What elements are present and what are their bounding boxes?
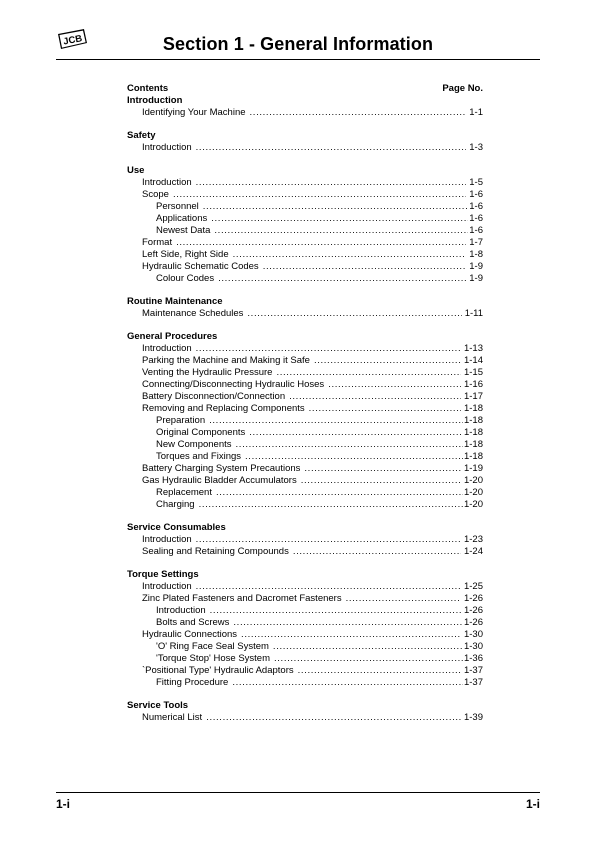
dot-leader	[249, 427, 463, 439]
entry-label: Left Side, Right Side	[142, 249, 229, 260]
section-title: Safety	[127, 130, 156, 141]
dot-leader	[263, 261, 467, 273]
entry-label: Numerical List	[142, 712, 203, 723]
dot-leader	[176, 237, 466, 249]
dot-leader	[210, 605, 463, 617]
toc-entry[interactable]	[127, 546, 483, 558]
entry-page-number: 1-20	[463, 499, 483, 510]
footer-page-left: 1-i	[56, 797, 71, 811]
entry-label: Battery Charging System Precautions	[142, 463, 301, 474]
toc-entry[interactable]	[127, 534, 483, 546]
section-title: Torque Settings	[127, 569, 199, 580]
toc-entry[interactable]	[127, 237, 483, 249]
entry-label: Battery Disconnection/Connection	[142, 391, 286, 402]
entry-page-number: 1-1	[469, 107, 483, 118]
entry-label: Introduction	[142, 142, 192, 153]
footer-page-right: 1-i	[525, 797, 540, 811]
toc-entry[interactable]	[127, 499, 483, 511]
toc-entry[interactable]	[127, 712, 483, 724]
entry-page-number: 1-17	[463, 391, 483, 402]
entry-page-number: 1-13	[463, 343, 483, 354]
section-title: General Procedures	[127, 331, 218, 342]
dot-leader	[196, 534, 461, 546]
dot-leader	[233, 617, 463, 629]
entry-page-number: 1-18	[463, 403, 483, 414]
toc-entry[interactable]	[127, 463, 483, 475]
entry-page-number: 1-30	[463, 641, 483, 652]
entry-page-number: 1-26	[463, 617, 483, 628]
entry-page-number: 1-6	[469, 213, 483, 224]
entry-label: Preparation	[156, 415, 206, 426]
entry-label: Gas Hydraulic Bladder Accumulators	[142, 475, 297, 486]
toc-entry[interactable]	[127, 107, 483, 119]
toc-entry[interactable]	[127, 142, 483, 154]
dot-leader	[199, 499, 463, 511]
entry-page-number: 1-6	[469, 201, 483, 212]
toc-entry[interactable]	[127, 249, 483, 261]
dot-leader	[196, 343, 461, 355]
dot-leader	[203, 201, 468, 213]
entry-page-number: 1-8	[469, 249, 483, 260]
toc-header	[127, 83, 483, 95]
dot-leader	[274, 653, 463, 665]
entry-label: Replacement	[156, 487, 212, 498]
entry-label: Original Components	[156, 427, 246, 438]
dot-leader	[298, 665, 461, 677]
logo-text: JCB	[62, 33, 84, 48]
entry-page-number: 1-6	[469, 189, 483, 200]
section-title: Service Tools	[127, 700, 189, 711]
toc-entry[interactable]	[127, 665, 483, 677]
entry-label: 'Torque Stop' Hose System	[156, 653, 270, 664]
entry-label: Introduction	[142, 343, 192, 354]
entry-label: Charging	[156, 499, 195, 510]
dot-leader	[247, 308, 461, 320]
toc-section	[127, 700, 483, 724]
section-title: Routine Maintenance	[127, 296, 223, 307]
entry-label: New Components	[156, 439, 232, 450]
dot-leader	[293, 546, 461, 558]
toc-entry[interactable]	[127, 581, 483, 593]
page-number-heading: Page No.	[442, 83, 483, 94]
toc-entry[interactable]	[127, 391, 483, 403]
entry-label: Torques and Fixings	[156, 451, 242, 462]
dot-leader	[304, 463, 461, 475]
entry-page-number: 1-5	[469, 177, 483, 188]
toc-section	[127, 331, 483, 511]
toc-entry[interactable]	[127, 617, 483, 629]
dot-leader	[196, 177, 467, 189]
dot-leader	[346, 593, 461, 605]
entry-page-number: 1-18	[463, 451, 483, 462]
toc-section	[127, 522, 483, 558]
entry-page-number: 1-18	[463, 427, 483, 438]
toc-entry[interactable]	[127, 653, 483, 665]
dot-leader	[250, 107, 467, 119]
entry-page-number: 1-15	[463, 367, 483, 378]
entry-label: Colour Codes	[156, 273, 215, 284]
toc-entry[interactable]	[127, 593, 483, 605]
entry-page-number: 1-24	[463, 546, 483, 557]
entry-label: Parking the Machine and Making it Safe	[142, 355, 310, 366]
entry-page-number: 1-9	[469, 273, 483, 284]
entry-label: Zinc Plated Fasteners and Dacromet Fasteners	[142, 593, 342, 604]
toc-entry[interactable]	[127, 439, 483, 451]
entry-page-number: 1-19	[463, 463, 483, 474]
entry-page-number: 1-26	[463, 605, 483, 616]
toc-entry[interactable]	[127, 213, 483, 225]
dot-leader	[233, 249, 467, 261]
dot-leader	[309, 403, 461, 415]
toc-entry[interactable]	[127, 201, 483, 213]
section-title: Use	[127, 165, 145, 176]
entry-page-number: 1-20	[463, 487, 483, 498]
toc-entry[interactable]	[127, 355, 483, 367]
toc-entry[interactable]	[127, 641, 483, 653]
entry-label: Removing and Replacing Components	[142, 403, 305, 414]
toc-entry[interactable]	[127, 189, 483, 201]
dot-leader	[196, 142, 467, 154]
entry-page-number: 1-6	[469, 225, 483, 236]
toc-section	[127, 130, 483, 154]
entry-label: Fitting Procedure	[156, 677, 229, 688]
dot-leader	[276, 367, 461, 379]
entry-page-number: 1-20	[463, 475, 483, 486]
dot-leader	[196, 581, 461, 593]
entry-label: `Positional Type' Hydraulic Adaptors	[142, 665, 294, 676]
section-title: Introduction	[127, 95, 183, 106]
entry-label: 'O' Ring Face Seal System	[156, 641, 269, 652]
dot-leader	[211, 213, 468, 225]
toc-entry[interactable]	[127, 177, 483, 189]
entry-page-number: 1-26	[463, 593, 483, 604]
entry-label: Bolts and Screws	[156, 617, 230, 628]
entry-label: Venting the Hydraulic Pressure	[142, 367, 273, 378]
toc-section	[127, 165, 483, 285]
dot-leader	[314, 355, 461, 367]
entry-label: Personnel	[156, 201, 199, 212]
toc-entry[interactable]	[127, 629, 483, 641]
entry-label: Hydraulic Connections	[142, 629, 238, 640]
dot-leader	[301, 475, 461, 487]
entry-page-number: 1-23	[463, 534, 483, 545]
entry-label: Format	[142, 237, 173, 248]
entry-label: Introduction	[142, 177, 192, 188]
toc-section	[127, 296, 483, 320]
dot-leader	[328, 379, 461, 391]
entry-page-number: 1-25	[463, 581, 483, 592]
toc-entry[interactable]	[127, 379, 483, 391]
toc-entry[interactable]	[127, 475, 483, 487]
toc-entry[interactable]	[127, 451, 483, 463]
toc-entry[interactable]	[127, 427, 483, 439]
entry-label: Applications	[156, 213, 208, 224]
entry-label: Sealing and Retaining Compounds	[142, 546, 289, 557]
entry-page-number: 1-39	[463, 712, 483, 723]
toc-entry[interactable]	[127, 677, 483, 689]
toc-entry[interactable]	[127, 403, 483, 415]
footer-rule	[56, 792, 540, 793]
dot-leader	[245, 451, 463, 463]
toc-entry[interactable]	[127, 367, 483, 379]
entry-label: Introduction	[142, 581, 192, 592]
contents-heading: Contents	[127, 83, 169, 94]
toc-entry[interactable]	[127, 487, 483, 499]
toc-section	[127, 569, 483, 689]
entry-label: Maintenance Schedules	[142, 308, 244, 319]
dot-leader	[289, 391, 461, 403]
dot-leader	[236, 439, 463, 451]
toc-entry[interactable]	[127, 308, 483, 320]
entry-page-number: 1-18	[463, 439, 483, 450]
dot-leader	[214, 225, 468, 237]
dot-leader	[232, 677, 463, 689]
entry-page-number: 1-14	[463, 355, 483, 366]
section-title: Service Consumables	[127, 522, 226, 533]
toc-entry[interactable]	[127, 415, 483, 427]
entry-page-number: 1-7	[469, 237, 483, 248]
entry-label: Identifying Your Machine	[142, 107, 246, 118]
entry-page-number: 1-11	[464, 308, 483, 319]
dot-leader	[209, 415, 463, 427]
dot-leader	[273, 641, 463, 653]
entry-label: Connecting/Disconnecting Hydraulic Hoses	[142, 379, 325, 390]
dot-leader	[173, 189, 466, 201]
entry-page-number: 1-37	[463, 677, 483, 688]
entry-label: Introduction	[142, 534, 192, 545]
table-of-contents	[127, 83, 483, 724]
entry-page-number: 1-36	[463, 653, 483, 664]
entry-label: Newest Data	[156, 225, 211, 236]
dot-leader	[216, 487, 463, 499]
entry-label: Scope	[142, 189, 169, 200]
entry-page-number: 1-30	[463, 629, 483, 640]
entry-page-number: 1-3	[469, 142, 483, 153]
dot-leader	[241, 629, 461, 641]
entry-page-number: 1-9	[469, 261, 483, 272]
entry-page-number: 1-16	[463, 379, 483, 390]
toc-entry[interactable]	[127, 605, 483, 617]
toc-entry[interactable]	[127, 273, 483, 285]
entry-label: Hydraulic Schematic Codes	[142, 261, 259, 272]
entry-page-number: 1-18	[463, 415, 483, 426]
toc-entry[interactable]	[127, 225, 483, 237]
dot-leader	[218, 273, 468, 285]
toc-sections	[127, 95, 483, 724]
toc-entry[interactable]	[127, 343, 483, 355]
toc-entry[interactable]	[127, 261, 483, 273]
header-rule	[56, 59, 540, 60]
toc-section	[127, 95, 483, 119]
dot-leader	[206, 712, 461, 724]
entry-label: Introduction	[156, 605, 206, 616]
page-title: Section 1 - General Information	[162, 34, 434, 54]
entry-page-number: 1-37	[463, 665, 483, 676]
